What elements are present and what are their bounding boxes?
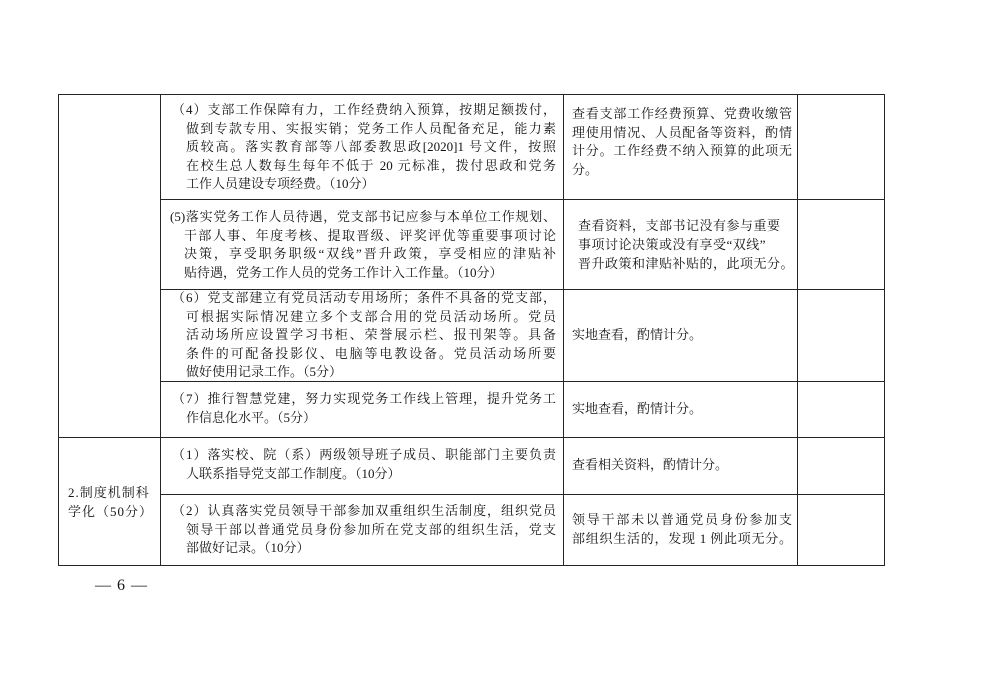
method-line: 部组织生活的，发现 1 例此项无分。 [572,530,792,546]
criteria-line: 活动场所应设置学习书柜、荣誉展示栏、报刊架等。具备 [186,327,556,342]
method-line: 分。 [572,161,599,177]
criteria-line: 在校生总人数每生每年不低于 20 元标准，拨付思政和党务 [186,157,556,173]
table-row-divider [160,199,885,200]
method-line: 计分。工作经费不纳入预算的此项无 [572,143,792,158]
criteria-cell-row-4 [172,390,556,427]
category-cell-2 [68,483,156,521]
criteria-cell-row-5 [172,446,556,483]
method-line: 理使用情况、人员配备等资料，酌情 [572,124,792,140]
criteria-line: （2）认真落实党员领导干部参加双重组织生活制度，组织党员 [172,503,556,518]
table-group-divider [58,437,885,438]
criteria-line: 决策，享受职务职级“双线”晋升政策，享受相应的津贴补 [184,246,556,261]
criteria-line: 做到专款专用、实报实销；党务工作人员配备充足，能力素 [186,120,556,136]
table-border-left [58,94,59,566]
method-cell-row-6 [572,511,792,548]
category-line: 学化（50分） [68,504,154,519]
method-line: 领导干部未以普通党员身份参加支 [572,512,792,527]
criteria-line: (5)落实党务工作人员待遇，党支部书记应参与本单位工作规划、 [170,209,556,224]
method-cell-row-1 [572,105,792,179]
method-line: 晋升政策和津贴补贴的，此项无分。 [578,256,795,271]
criteria-line: 可根据实际情况建立多个支部合用的党员活动场所。党员 [186,308,556,324]
table-row-divider [160,494,885,495]
table-border-right [884,94,885,566]
method-line: 查看相关资料，酌情计分。 [572,457,729,472]
criteria-cell-row-3 [172,289,556,382]
criteria-line: （4）支部工作保障有力，工作经费纳入预算，按期足额拨付， [172,102,556,117]
criteria-line: （7）推行智慧党建，努力实现党务工作线上管理，提升党务工 [172,391,556,406]
method-cell-row-4 [572,400,792,419]
table-border-bottom [58,565,885,566]
method-line: 实地查看，酌情计分。 [572,401,703,416]
page-number: — 6 — [95,577,148,594]
method-line: 查看资料，支部书记没有参与重要 [578,218,781,233]
category-line: 2.制度机制科 [68,485,150,500]
criteria-cell-row-1 [172,101,556,194]
method-line: 事项讨论决策或没有享受“双线” [578,237,767,252]
table-column-divider [797,94,798,566]
criteria-line: 作信息化水平。（5分） [186,409,317,425]
criteria-line: 领导干部以普通党员身份参加所在党支部的组织生活，党支 [186,521,556,537]
criteria-cell-row-2 [170,208,556,282]
criteria-line: 工作人员建设专项经费。（10分） [186,176,375,191]
criteria-line: 质较高。落实教育部等八部委教思政[2020]1 号文件，按照 [186,139,556,154]
method-line: 实地查看，酌情计分。 [572,327,703,342]
criteria-line: 条件的可配备投影仪、电脑等电教设备。党员活动场所要 [186,345,556,361]
criteria-line: 部做好记录。（10分） [186,540,310,555]
method-cell-row-3 [572,326,792,345]
table-border-top [58,94,885,95]
criteria-line: 人联系指导党支部工作制度。（10分） [186,465,401,481]
table-column-divider [563,94,564,566]
method-cell-row-2 [578,216,800,273]
criteria-line: （6）党支部建立有党员活动专用场所；条件不具备的党支部， [172,290,556,305]
criteria-line: 做好使用记录工作。（5分） [186,364,343,379]
method-cell-row-5 [572,456,792,475]
criteria-cell-row-6 [172,502,556,558]
method-line: 查看支部工作经费预算、党费收缴管 [572,106,792,121]
criteria-line: （1）落实校、院（系）两级领导班子成员、职能部门主要负责 [172,447,556,462]
table-column-divider [160,94,161,566]
criteria-line: 干部人事、年度考核、提取晋级、评奖评优等重要事项讨论 [184,227,556,243]
criteria-line: 贴待遇，党务工作人员的党务工作计入工作量。（10分） [184,264,503,280]
